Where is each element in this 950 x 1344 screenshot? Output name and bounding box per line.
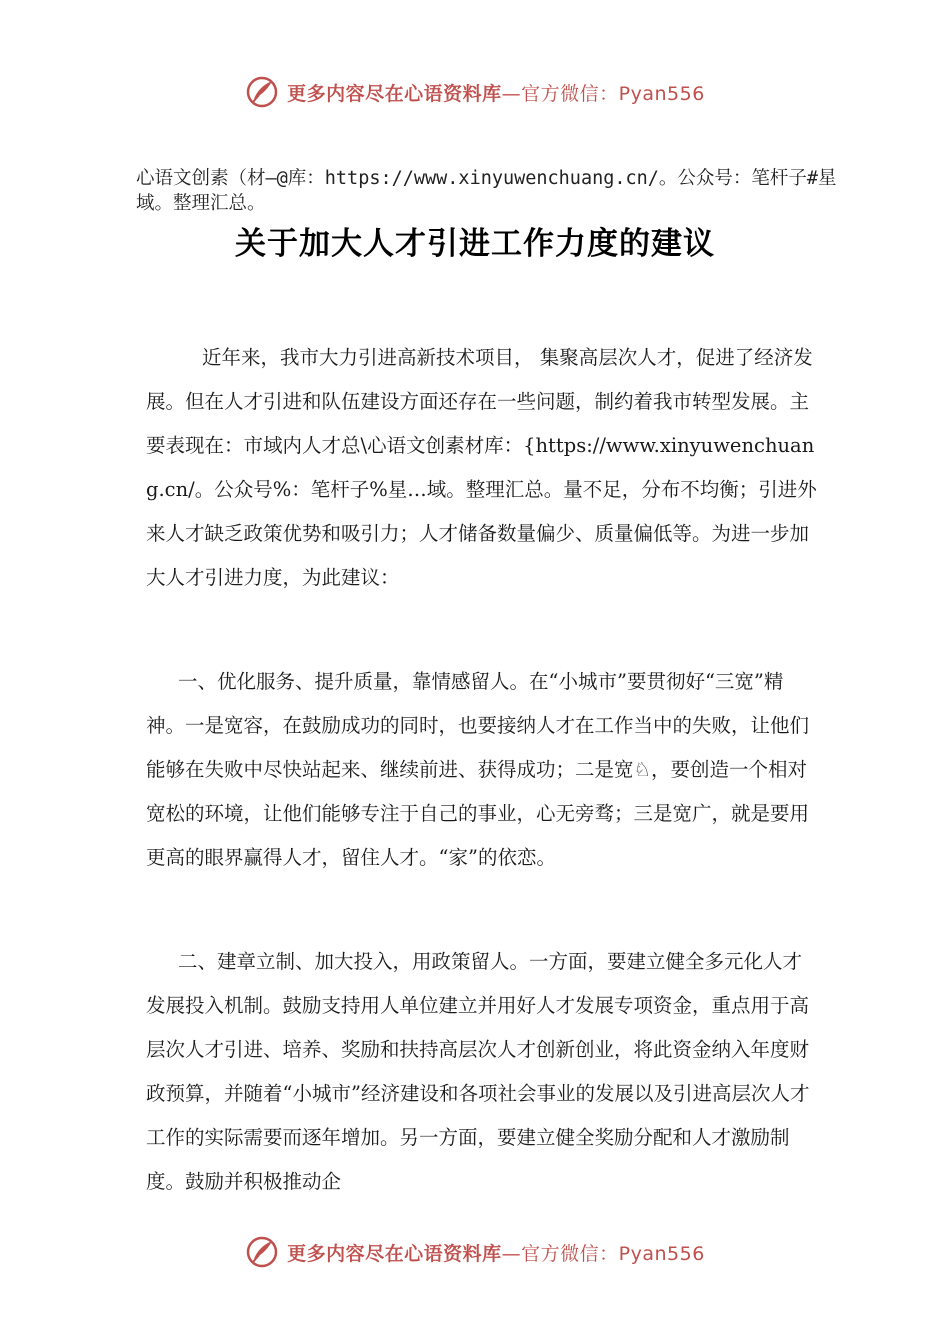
paragraph-two: 二、建章立制、加大投入，用政策留人。一方面，要建立健全多元化人才发展投入机制。鼓励支持用人单位建立并用好人才发展专项资金，重点用于高层次人才引进、培养、奖励和扶持高层次人才创新创业，将此资金纳入年度财政预算，并随着“小城市”经济建设和各项社会事业的发展以及引进高层次人才工作的实际需要而逐年增加。另一方面，要建立健全奖励分配和人才激励制度。鼓励并积极推动企 bbox=[146, 950, 810, 1193]
banner-main: 更多内容尽在心语资料库 bbox=[287, 82, 502, 105]
banner-text bbox=[287, 1239, 705, 1266]
source-note: 心语文创素（材—@库：https://www.xinyuwenchuang.cn/。公众号：笔杆子#星域。整理汇总。 bbox=[136, 168, 837, 214]
paragraph-intro: 近年来，我市大力引进高新技术项目， 集聚高层次人才，促进了经济发展。但在人才引进和队伍建设方面还存在一些问题，制约着我市转型发展。主要表现在：市域内人才总\心语文创素材库：{https://www.xinyuwenchuang.cn/。公众号%：笔杆子%星…域。整理汇总。量不足，分布不均衡；引进外来人才缺乏政策优势和吸引力；人才储备数量偏少、质量偏低等。为进一步加大人才引进力度，为此建议： bbox=[146, 346, 817, 589]
quill-logo-icon bbox=[245, 75, 279, 109]
quill-logo-icon bbox=[245, 1235, 279, 1269]
paragraph-one: 一、优化服务、提升质量，靠情感留人。在“小城市”要贯彻好“三宽”精神。一是宽容，在鼓励成功的同时，也要接纳人才在工作当中的失败，让他们能够在失败中尽快站起来、继续前进、获得成功；二是宽♘，要创造一个相对宽松的环境，让他们能够专注于自己的事业，心无旁骛；三是宽广，就是要用更高的眼界赢得人才，留住人才。“家”的依恋。 bbox=[146, 670, 810, 869]
banner-text bbox=[287, 79, 705, 106]
document-title: 关于加大人才引进工作力度的建议 bbox=[235, 226, 715, 262]
footer-banner bbox=[0, 1232, 950, 1272]
banner-wechat: 官方微信：Pyan556 bbox=[521, 1242, 705, 1265]
banner-main: 更多内容尽在心语资料库 bbox=[287, 1242, 502, 1265]
banner-wechat: 官方微信：Pyan556 bbox=[521, 82, 705, 105]
banner-separator: — bbox=[501, 1242, 522, 1265]
header-banner bbox=[0, 72, 950, 112]
banner-separator: — bbox=[501, 82, 522, 105]
